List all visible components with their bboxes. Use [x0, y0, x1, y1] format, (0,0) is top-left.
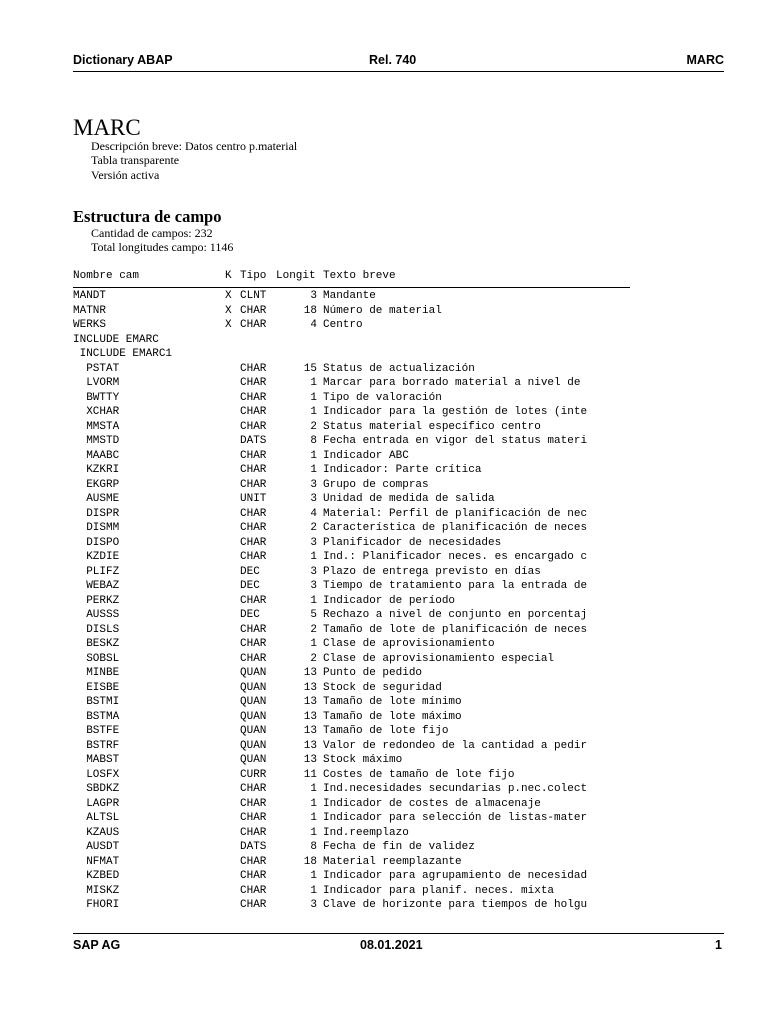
field-key-flag: X [225, 290, 232, 302]
field-length: 13 [303, 667, 317, 679]
field-type: CHAR [240, 551, 267, 563]
table-row [73, 608, 673, 623]
table-row [73, 811, 673, 826]
field-length: 18 [303, 304, 317, 317]
field-name: INCLUDE EMARC [73, 333, 159, 346]
field-name: XCHAR [73, 406, 120, 418]
field-name: PLIFZ [73, 565, 120, 578]
field-name: AUSDT [73, 841, 120, 853]
table-row [73, 898, 673, 913]
field-length: 3 [310, 580, 317, 592]
field-type: CHAR [240, 826, 267, 839]
field-length: 1 [310, 406, 317, 418]
field-name: SOBSL [73, 652, 120, 665]
field-name: BSTFE [73, 725, 120, 737]
field-name: DISPR [73, 507, 120, 520]
field-length: 4 [310, 319, 317, 331]
field-length: 13 [303, 696, 317, 708]
field-type: QUAN [240, 739, 267, 752]
table-row [73, 753, 673, 768]
field-description: Fecha de fin de validez [323, 841, 475, 853]
table-row [73, 362, 673, 377]
field-description: Stock máximo [323, 754, 403, 766]
field-type: CHAR [240, 420, 267, 433]
field-name: SBDKZ [73, 783, 120, 795]
field-description: Rechazo a nivel de conjunto en porcentaj [323, 609, 588, 621]
field-type: CHAR [240, 594, 267, 607]
field-length: 2 [310, 623, 317, 636]
field-description: Punto de pedido [323, 667, 423, 679]
field-name: EISBE [73, 681, 120, 694]
field-type: CHAR [240, 377, 267, 389]
table-row [73, 507, 673, 522]
table-row [73, 652, 673, 667]
table-row [73, 855, 673, 870]
field-length: 2 [310, 522, 317, 534]
table-row [73, 478, 673, 493]
table-row [73, 318, 673, 333]
field-name: BSTMA [73, 710, 120, 723]
field-description: Tiempo de tratamiento para la entrada de [323, 580, 588, 592]
table-row [73, 637, 673, 652]
field-length: 13 [303, 710, 317, 723]
field-length: 1 [310, 884, 317, 897]
field-description: Ind.necesidades secundarias p.nec.colect [323, 783, 588, 795]
table-row [73, 869, 673, 884]
field-name: KZDIE [73, 551, 120, 563]
field-type: CHAR [240, 391, 267, 404]
field-description: Material reemplazante [323, 855, 462, 868]
field-type: CHAR [240, 899, 267, 911]
field-type: DATS [240, 435, 267, 447]
field-length: 8 [310, 841, 317, 853]
field-type: QUAN [240, 754, 267, 766]
page-footer [73, 933, 724, 954]
field-description: Indicador de período [323, 594, 456, 607]
field-type: CHAR [240, 812, 267, 824]
field-length: 1 [310, 783, 317, 795]
field-length: 3 [310, 290, 317, 302]
field-description: Clave de horizonte para tiempos de holgu [323, 899, 588, 911]
field-description: Tipo de valoración [323, 391, 442, 404]
field-type: CHAR [240, 507, 267, 520]
field-length: 3 [310, 536, 317, 549]
table-row [73, 724, 673, 739]
column-header-row [73, 270, 630, 288]
table-row [73, 405, 673, 420]
table-type: Tabla transparente [91, 153, 180, 167]
field-name: INCLUDE EMARC1 [73, 348, 173, 360]
table-row [73, 463, 673, 478]
field-name: AUSSS [73, 609, 120, 621]
field-description: Unidad de medida de salida [323, 493, 495, 505]
field-name: DISPO [73, 536, 120, 549]
header-left: Dictionary ABAP [73, 53, 173, 67]
field-type: QUAN [240, 667, 267, 679]
field-description: Indicador: Parte crítica [323, 464, 482, 476]
field-name: KZKRI [73, 464, 120, 476]
field-description: Tamaño de lote mínimo [323, 696, 462, 708]
field-length: 1 [310, 391, 317, 404]
field-description: Clase de aprovisionamiento [323, 638, 495, 650]
field-description: Indicador para selección de listas-mater [323, 812, 588, 824]
table-row [73, 565, 673, 580]
table-row [73, 666, 673, 681]
field-description: Mandante [323, 290, 376, 302]
table-row [73, 434, 673, 449]
field-description: Fecha entrada en vigor del status materi [323, 435, 588, 447]
field-length: 13 [303, 725, 317, 737]
field-type: CHAR [240, 623, 267, 636]
field-description: Status de actualización [323, 362, 475, 375]
field-description: Centro [323, 319, 363, 331]
field-key-flag: X [225, 319, 232, 331]
field-description: Tamaño de lote de planificación de neces [323, 623, 588, 636]
field-length: 13 [303, 739, 317, 752]
footer-left: SAP AG [73, 938, 121, 952]
field-length: 1 [310, 449, 317, 462]
table-row [73, 376, 673, 391]
field-name: BSTRF [73, 739, 120, 752]
table-row [73, 768, 673, 783]
field-name: BESKZ [73, 638, 120, 650]
field-length: 3 [310, 493, 317, 505]
field-type: CURR [240, 768, 267, 781]
field-name: PERKZ [73, 594, 120, 607]
field-name: WEBAZ [73, 580, 120, 592]
field-name: NFMAT [73, 855, 120, 868]
field-type: CHAR [240, 536, 267, 549]
header-right: MARC [686, 53, 724, 67]
col-type-header: Tipo [240, 270, 267, 282]
field-length: 18 [303, 855, 317, 868]
field-description: Costes de tamaño de lote fijo [323, 768, 515, 781]
table-row [73, 536, 673, 551]
table-row [73, 347, 673, 362]
field-count: Cantidad de campos: 232 [91, 226, 213, 240]
field-type: CLNT [240, 290, 267, 302]
field-description: Grupo de compras [323, 478, 429, 491]
field-length: 3 [310, 899, 317, 911]
field-name: MANDT [73, 290, 107, 302]
col-text-header: Texto breve [323, 270, 396, 282]
field-name: PSTAT [73, 362, 120, 375]
table-row [73, 826, 673, 841]
field-type: CHAR [240, 522, 267, 534]
field-description: Ind.reemplazo [323, 826, 409, 839]
page-number: 1 [715, 938, 722, 952]
field-description: Status material específico centro [323, 420, 541, 433]
field-type: CHAR [240, 783, 267, 795]
field-type: UNIT [240, 493, 267, 505]
field-name: EKGRP [73, 478, 120, 491]
field-description: Tamaño de lote máximo [323, 710, 462, 723]
footer-date: 08.01.2021 [360, 938, 423, 952]
table-row [73, 797, 673, 812]
field-name: BSTMI [73, 696, 120, 708]
field-type: CHAR [240, 319, 267, 331]
field-type: CHAR [240, 464, 267, 476]
table-row [73, 710, 673, 725]
field-name: LVORM [73, 377, 120, 389]
table-row [73, 550, 673, 565]
field-description: Indicador ABC [323, 449, 409, 462]
field-name: LAGPR [73, 797, 120, 810]
field-length: 8 [310, 435, 317, 447]
field-description: Indicador para agrupamiento de necesidad [323, 870, 588, 882]
field-type: CHAR [240, 406, 267, 418]
field-type: CHAR [240, 638, 267, 650]
field-type: QUAN [240, 681, 267, 694]
field-description: Clase de aprovisionamiento especial [323, 652, 555, 665]
field-description: Característica de planificación de neces [323, 522, 588, 534]
table-row [73, 782, 673, 797]
field-length: 1 [310, 377, 317, 389]
field-length: 1 [310, 594, 317, 607]
field-name: MATNR [73, 304, 107, 317]
field-length: 1 [310, 870, 317, 882]
version-status: Versión activa [91, 168, 160, 182]
field-description: Indicador para la gestión de lotes (inte [323, 406, 588, 418]
field-name: FHORI [73, 899, 120, 911]
field-type: DEC [240, 580, 260, 592]
field-type: DEC [240, 565, 260, 578]
field-type: CHAR [240, 870, 267, 882]
field-name: MISKZ [73, 884, 120, 897]
table-row [73, 594, 673, 609]
field-length: 13 [303, 754, 317, 766]
field-key-flag: X [225, 304, 232, 317]
field-name: MMSTA [73, 420, 120, 433]
field-length: 1 [310, 797, 317, 810]
field-type: CHAR [240, 884, 267, 897]
field-type: DEC [240, 609, 260, 621]
field-length: 1 [310, 826, 317, 839]
field-name: KZAUS [73, 826, 120, 839]
field-name: MABST [73, 754, 120, 766]
field-length: 11 [303, 768, 317, 781]
field-type: DATS [240, 841, 267, 853]
field-length: 1 [310, 812, 317, 824]
field-name: BWTTY [73, 391, 120, 404]
field-length: 13 [303, 681, 317, 694]
col-length-header: Longit [276, 270, 316, 282]
field-name: KZBED [73, 870, 120, 882]
field-type: QUAN [240, 710, 267, 723]
field-name: MINBE [73, 667, 120, 679]
table-row [73, 449, 673, 464]
field-type: CHAR [240, 478, 267, 491]
field-type: QUAN [240, 725, 267, 737]
field-table [73, 289, 673, 913]
field-length: 3 [310, 565, 317, 578]
table-row [73, 840, 673, 855]
field-name: LOSFX [73, 768, 120, 781]
field-type: CHAR [240, 652, 267, 665]
field-type: QUAN [240, 696, 267, 708]
field-length: 4 [310, 507, 317, 520]
field-length: 15 [303, 362, 317, 375]
header-center: Rel. 740 [369, 53, 417, 67]
field-description: Stock de seguridad [323, 681, 442, 694]
table-row [73, 884, 673, 899]
table-row [73, 492, 673, 507]
table-row [73, 333, 673, 348]
field-description: Número de material [323, 304, 442, 317]
field-name: MMSTD [73, 435, 120, 447]
field-type: CHAR [240, 362, 267, 375]
table-row [73, 289, 673, 304]
table-row [73, 681, 673, 696]
col-key-header: K [225, 270, 232, 282]
field-type: CHAR [240, 797, 267, 810]
field-description: Indicador de costes de almacenaje [323, 797, 541, 810]
field-name: WERKS [73, 319, 107, 331]
field-type: CHAR [240, 855, 267, 868]
page-header [73, 53, 724, 72]
field-length: 1 [310, 464, 317, 476]
field-name: ALTSL [73, 812, 120, 824]
field-length: 1 [310, 551, 317, 563]
field-description: Planificador de necesidades [323, 536, 502, 549]
table-row [73, 391, 673, 406]
field-length: 3 [310, 478, 317, 491]
field-length: 1 [310, 638, 317, 650]
field-description: Valor de redondeo de la cantidad a pedir [323, 739, 588, 752]
field-name: MAABC [73, 449, 120, 462]
table-row [73, 304, 673, 319]
table-row [73, 695, 673, 710]
section-heading: Estructura de campo [73, 207, 222, 226]
field-description: Marcar para borrado material a nivel de [323, 377, 581, 389]
table-name: MARC [73, 115, 141, 140]
table-row [73, 579, 673, 594]
table-row [73, 420, 673, 435]
field-description: Indicador para planif. neces. mixta [323, 884, 555, 897]
field-length: 2 [310, 652, 317, 665]
field-type: CHAR [240, 449, 267, 462]
field-length: 5 [310, 609, 317, 621]
field-name: AUSME [73, 493, 120, 505]
field-description: Material: Perfil de planificación de nec [323, 507, 588, 520]
field-name: DISMM [73, 522, 120, 534]
table-row [73, 739, 673, 754]
field-description: Tamaño de lote fijo [323, 725, 449, 737]
table-row [73, 521, 673, 536]
field-description: Plazo de entrega previsto en días [323, 565, 541, 578]
field-length: 2 [310, 420, 317, 433]
short-description: Descripción breve: Datos centro p.material [91, 139, 298, 153]
field-type: CHAR [240, 304, 267, 317]
field-name: DISLS [73, 623, 120, 636]
table-row [73, 623, 673, 638]
field-description: Ind.: Planificador neces. es encargado c [323, 551, 588, 563]
col-name-header: Nombre cam [73, 270, 140, 282]
total-length: Total longitudes campo: 1146 [91, 240, 234, 254]
